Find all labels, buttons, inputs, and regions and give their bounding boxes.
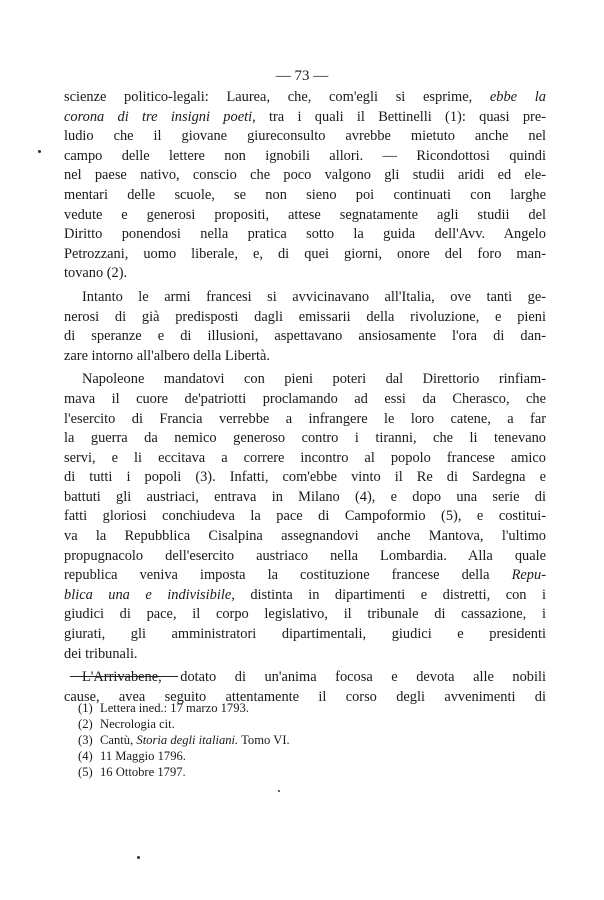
paper-speck bbox=[137, 856, 140, 859]
footnote-item bbox=[78, 748, 478, 764]
text-run: giudici di pace, il corpo legislativo, il tribunale di cassazione, i bbox=[64, 606, 546, 623]
text-run: l'esercito di Francia verrebbe a infrangere le loro catene, a far bbox=[64, 410, 546, 427]
text-run: la guerra da nemico generoso contro i tiranni, che li tenevano bbox=[64, 430, 546, 447]
paragraph bbox=[64, 288, 546, 366]
text-run: di tutti i popoli (3). Infatti, com'ebbe vinto il Re di Sardegna e bbox=[64, 469, 546, 486]
text-run: fatti gloriosi conchiudeva la pace di Campoformio (5), e costitui- bbox=[64, 508, 546, 525]
footnote-marker: (4) bbox=[78, 749, 93, 763]
text-run: scienze politico-legali: Laurea, che, com'egli si esprime, bbox=[64, 89, 490, 105]
text-run: Intanto le armi francesi si avvicinavano all'Italia, ove tanti ge- bbox=[82, 288, 546, 305]
text-run: 16 Ottobre 1797. bbox=[100, 765, 186, 779]
text-line bbox=[64, 288, 546, 308]
text-line bbox=[64, 625, 546, 645]
text-line bbox=[64, 488, 546, 508]
text-line bbox=[64, 410, 546, 430]
text-run: distinta in dipartimenti e distretti, con i bbox=[234, 586, 547, 603]
footnote-separator bbox=[70, 676, 178, 677]
text-line bbox=[64, 547, 546, 567]
text-line bbox=[64, 370, 546, 390]
footnote-marker: (2) bbox=[78, 717, 93, 731]
paper-speck bbox=[278, 790, 280, 792]
text-run: Tomo VI. bbox=[238, 733, 290, 747]
text-run: servi, e li eccitava a correre incontro al popolo francese amico bbox=[64, 449, 546, 466]
text-run: vedute e generosi propositi, attese segnatamente agli studii del bbox=[64, 206, 546, 223]
text-run: nerosi di già predisposti dagli emissarii della rivoluzione, e pieni bbox=[64, 308, 546, 325]
text-line bbox=[64, 186, 546, 206]
text-line bbox=[64, 605, 546, 625]
text-line bbox=[64, 468, 546, 488]
text-run: tovano (2). bbox=[64, 265, 128, 282]
text-line bbox=[64, 206, 546, 226]
italic-text-run: corona di tre insigni poeti, bbox=[64, 108, 256, 125]
text-line bbox=[64, 347, 546, 367]
text-run: Napoleone mandatovi con pieni poteri dal Direttorio rinfiam- bbox=[82, 371, 546, 388]
text-line bbox=[64, 147, 546, 167]
text-run: battuti gli austriaci, entrava in Milano (4), e dopo una serie di bbox=[64, 488, 546, 505]
footnote-item bbox=[78, 764, 478, 780]
text-run: Necrologia cit. bbox=[100, 717, 175, 731]
text-run: republica veniva imposta la costituzione francese della bbox=[64, 567, 512, 584]
text-run: propugnacolo dell'esercito austriaco nella Lombardia. Alla quale bbox=[64, 547, 546, 564]
text-line bbox=[64, 108, 546, 128]
text-line bbox=[64, 245, 546, 265]
page-number: — 73 — bbox=[275, 68, 329, 84]
italic-text-run: ebbe la bbox=[489, 89, 546, 105]
text-run: giurati, gli amministratori dipartimentali, giudici e presidenti bbox=[64, 626, 546, 643]
text-run: Cantù, bbox=[100, 733, 137, 747]
footnote-item bbox=[78, 716, 478, 732]
paragraph bbox=[64, 88, 546, 284]
italic-text-run: blica una e indivisibile, bbox=[64, 586, 235, 603]
text-run: L'Arrivabene, dotato di un'anima focosa e devota alle nobili bbox=[82, 669, 546, 686]
footnotes-list bbox=[78, 700, 478, 780]
text-line bbox=[64, 645, 546, 665]
text-run: cause, avea seguito attentamente il corso degli avvenimenti di bbox=[64, 688, 546, 705]
footnote-item bbox=[78, 700, 478, 716]
text-line bbox=[64, 668, 546, 688]
text-line bbox=[64, 308, 546, 328]
text-line bbox=[64, 507, 546, 527]
text-line bbox=[64, 88, 546, 108]
text-run: campo delle lettere non ignobili allori. — Ricondottosi quindi bbox=[64, 147, 546, 164]
text-line bbox=[64, 449, 546, 469]
text-line bbox=[64, 264, 546, 284]
text-run: va la Repubblica Cisalpina assegnandovi anche Mantova, l'ultimo bbox=[64, 528, 546, 545]
footnote-marker: (3) bbox=[78, 733, 93, 747]
footnote-marker: (1) bbox=[78, 701, 93, 715]
text-run: Lettera ined.: 17 marzo 1793. bbox=[100, 701, 249, 715]
text-line bbox=[64, 390, 546, 410]
footnote-marker: (5) bbox=[78, 765, 93, 779]
text-line bbox=[64, 586, 546, 606]
text-line bbox=[64, 166, 546, 186]
text-run: mentari delle scuole, se non sieno poi continuati con larghe bbox=[64, 186, 546, 203]
text-run: Petrozzani, uomo liberale, e, di quei giorni, onore del foro man- bbox=[64, 245, 546, 262]
italic-text-run: Storia degli italiani. bbox=[136, 733, 239, 747]
text-run: di speranze e di illusioni, aspettavano ansiosamente l'ora di dan- bbox=[64, 328, 546, 345]
text-run: dei tribunali. bbox=[64, 645, 138, 662]
text-line bbox=[64, 225, 546, 245]
text-run: tra i quali il Bettinelli (1): quasi pre- bbox=[255, 108, 547, 125]
text-run: 11 Maggio 1796. bbox=[100, 749, 186, 763]
text-run: ludio che il giovane giureconsulto avrebbe mietuto anche nel bbox=[64, 128, 546, 145]
paragraph bbox=[64, 370, 546, 664]
text-run: mava il cuore de'patriotti proclamando ad essi da Cherasco, che bbox=[64, 390, 546, 407]
text-run: zare intorno all'albero della Libertà. bbox=[64, 347, 270, 364]
body-text bbox=[64, 88, 546, 711]
text-line bbox=[64, 127, 546, 147]
paper-speck bbox=[38, 150, 41, 153]
italic-text-run: Repu- bbox=[511, 567, 546, 584]
text-line bbox=[64, 327, 546, 347]
text-run: nel paese nativo, conscio che poco valgono gli studii aridi ed ele- bbox=[64, 167, 546, 184]
text-line bbox=[64, 566, 546, 586]
text-line bbox=[64, 429, 546, 449]
text-line bbox=[64, 527, 546, 547]
footnote-item bbox=[78, 732, 478, 748]
text-run: Diritto ponendosi nella pratica sotto la guida dell'Avv. Angelo bbox=[64, 226, 546, 243]
